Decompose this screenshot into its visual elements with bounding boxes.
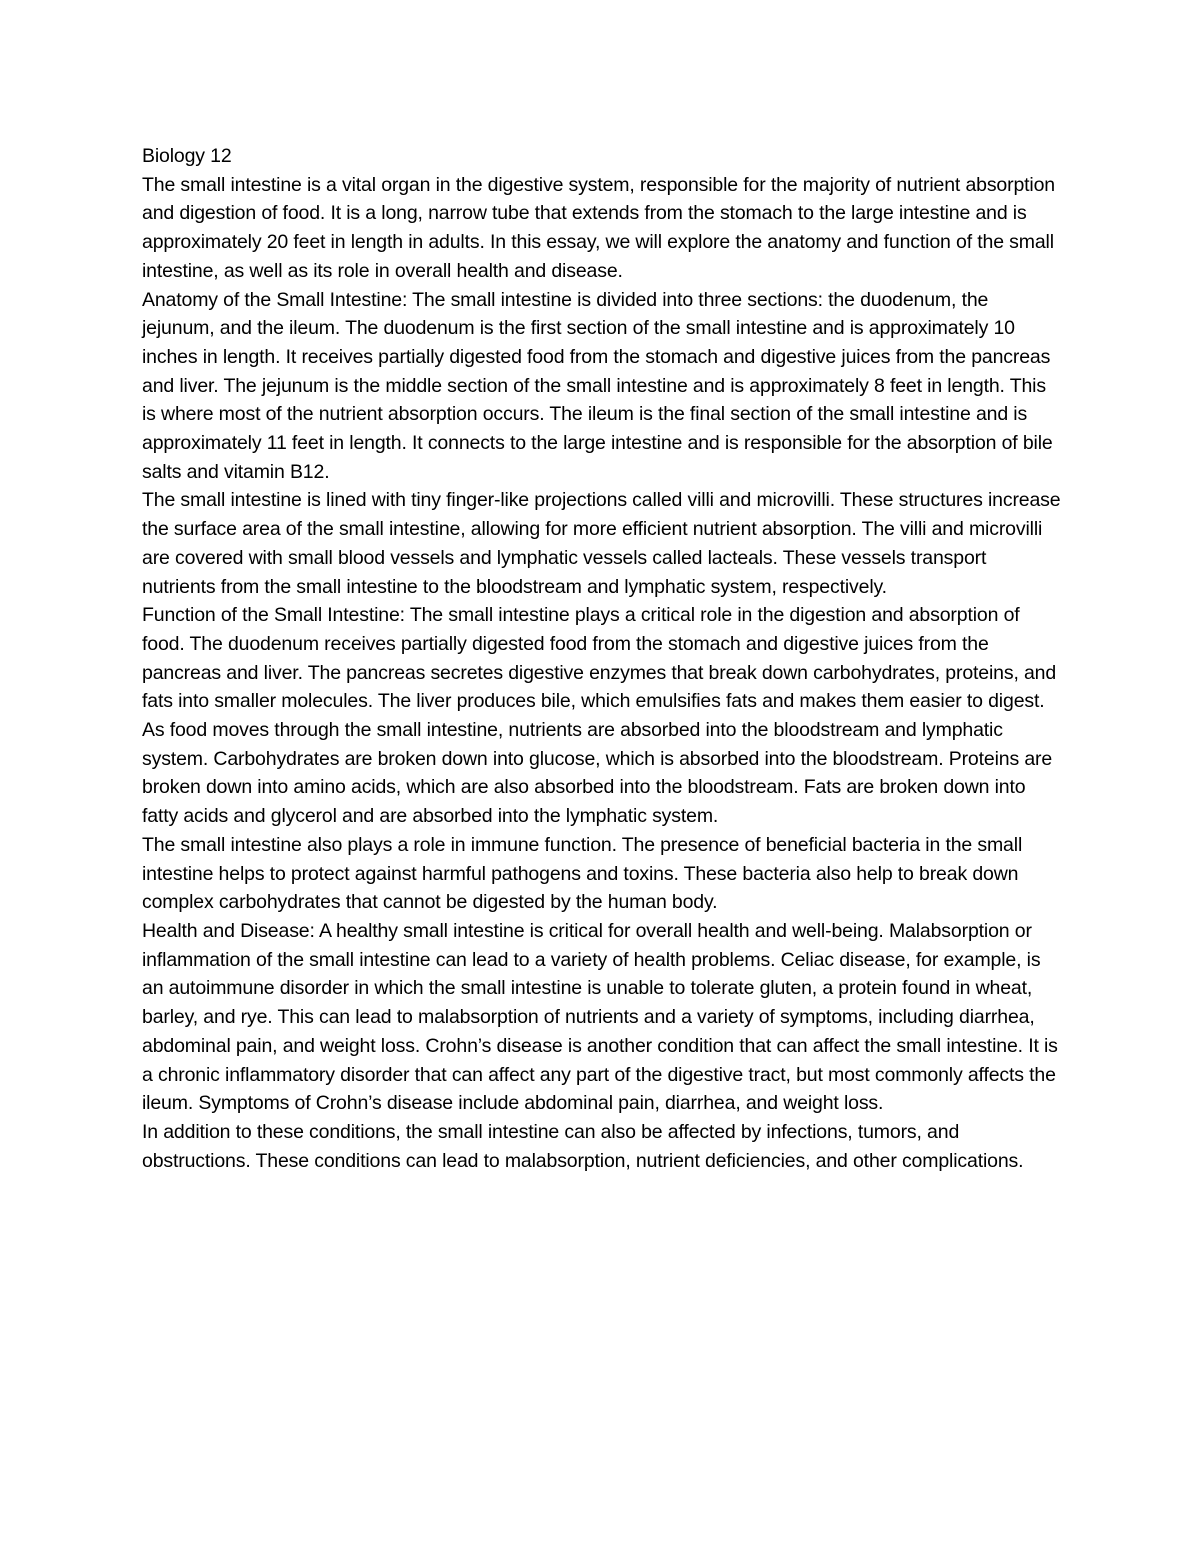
paragraph-other-conditions: In addition to these conditions, the small intestine can also be affected by infections, tumors, and obstructions. These conditions can lead to malabsorption, nutrient deficiencies, and other complications. bbox=[142, 1120, 1024, 1172]
paragraph-villi: The small intestine is lined with tiny finger-like projections called villi and microvilli. These structures increase the surface area of the small intestine, allowing for more efficient nutrient absorption. The villi and microvilli are covered with small blood vessels and lymphatic vessels called lacteals. These vessels transport nutrients from the small intestine to the bloodstream and lymphatic system, respectively. bbox=[142, 489, 1061, 598]
paragraph-immune: The small intestine also plays a role in immune function. The presence of beneficial bacteria in the small intestine helps to protect against harmful pathogens and toxins. These bacteria also help to break down complex carbohydrates that cannot be digested by the human body. bbox=[142, 833, 1023, 914]
paragraph-health-disease: Health and Disease: A healthy small intestine is critical for overall health and well-being. Malabsorption or inflammation of the small intestine can lead to a variety of health problems. Celiac disease, for example, is an autoimmune disorder in which the small intestine is unable to tolerate gluten, a protein found in wheat, barley, and rye. This can lead to malabsorption of nutrients and a variety of symptoms, including diarrhea, abdominal pain, and weight loss. Crohn’s disease is another condition that can affect the small intestine. It is a chronic inflammatory disorder that can affect any part of the digestive tract, but most commonly affects the ileum. Symptoms of Crohn’s disease include abdominal pain, diarrhea, and weight loss. bbox=[142, 919, 1058, 1115]
paragraph-function: Function of the Small Intestine: The small intestine plays a critical role in the digestion and absorption of food. The duodenum receives partially digested food from the stomach and digestive juices from the pancreas and liver. The pancreas secretes digestive enzymes that break down carbohydrates, proteins, and fats into smaller molecules. The liver produces bile, which emulsifies fats and makes them easier to digest. bbox=[142, 604, 1057, 713]
document-page bbox=[142, 142, 1062, 1175]
paragraph-absorption: As food moves through the small intestine, nutrients are absorbed into the bloodstream and lymphatic system. Carbohydrates are broken down into glucose, which is absorbed into the bloodstream. Proteins are broken down into amino acids, which are also absorbed into the bloodstream. Fats are broken down into fatty acids and glycerol and are absorbed into the lymphatic system. bbox=[142, 719, 1053, 828]
document-title: Biology 12 bbox=[142, 145, 232, 167]
paragraph-anatomy: Anatomy of the Small Intestine: The small intestine is divided into three sections: the duodenum, the jejunum, and the ileum. The duodenum is the first section of the small intestine and is approximately 10 inches in length. It receives partially digested food from the stomach and digestive juices from the pancreas and liver. The jejunum is the middle section of the small intestine and is approximately 8 feet in length. This is where most of the nutrient absorption occurs. The ileum is the final section of the small intestine and is approximately 11 feet in length. It connects to the large intestine and is responsible for the absorption of bile salts and vitamin B12. bbox=[142, 288, 1053, 483]
paragraph-intro: The small intestine is a vital organ in the digestive system, responsible for the majority of nutrient absorption and digestion of food. It is a long, narrow tube that extends from the stomach to the large intestine and is approximately 20 feet in length in adults. In this essay, we will explore the anatomy and function of the small intestine, as well as its role in overall health and disease. bbox=[142, 173, 1056, 282]
